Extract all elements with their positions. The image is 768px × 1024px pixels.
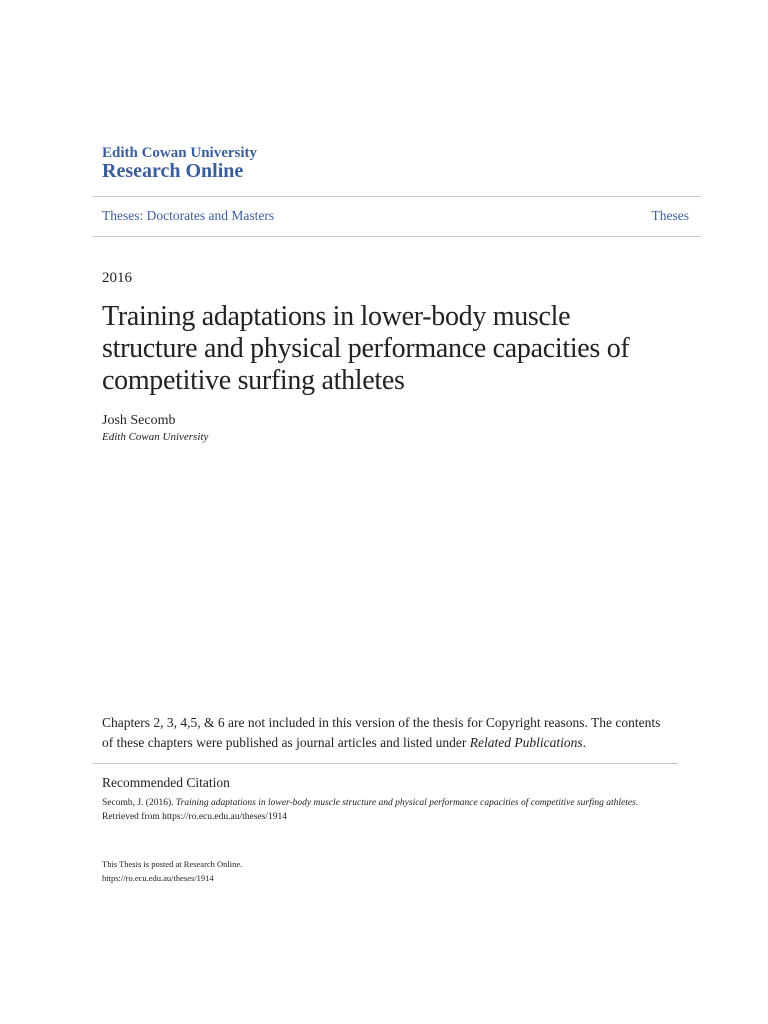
parent-collection-link[interactable]: Theses [651,208,689,223]
divider-top [92,196,701,197]
notice-text: Chapters 2, 3, 4,5, & 6 are not included in this version of the thesis for Copyright reasons. The contents of these chapters were published as journal articles and listed under [102,715,661,750]
citation-suffix: . [635,798,639,808]
divider-citation [92,763,678,764]
citation-title: Training adaptations in lower-body muscle structure and physical performance capacities of competitive surfing athletes [175,798,636,808]
institution-name[interactable]: Edith Cowan University [102,145,258,161]
related-publications-link[interactable]: Related Publications [469,735,583,750]
copyright-notice [102,713,662,753]
posted-url[interactable]: https://ro.ecu.edu.au/theses/1914 [102,873,214,883]
divider-nav [92,236,701,237]
author-name: Josh Secomb [102,413,176,428]
citation-prefix: Secomb, J. (2016). [102,798,176,808]
document-title: Training adaptations in lower-body muscle structure and physical performance capacities of competitive surfing athletes [102,301,630,396]
citation-heading: Recommended Citation [102,775,230,790]
posted-notice [102,857,242,885]
citation-retrieved[interactable]: Retrieved from https://ro.ecu.edu.au/theses/1914 [102,812,287,822]
citation-text [102,796,682,824]
posted-text: This Thesis is posted at Research Online. [102,859,243,869]
repository-name[interactable]: Research Online [102,160,244,182]
publication-year: 2016 [102,270,132,286]
author-affiliation: Edith Cowan University [102,431,209,443]
notice-end: . [582,735,586,750]
collection-link[interactable]: Theses: Doctorates and Masters [102,208,275,223]
